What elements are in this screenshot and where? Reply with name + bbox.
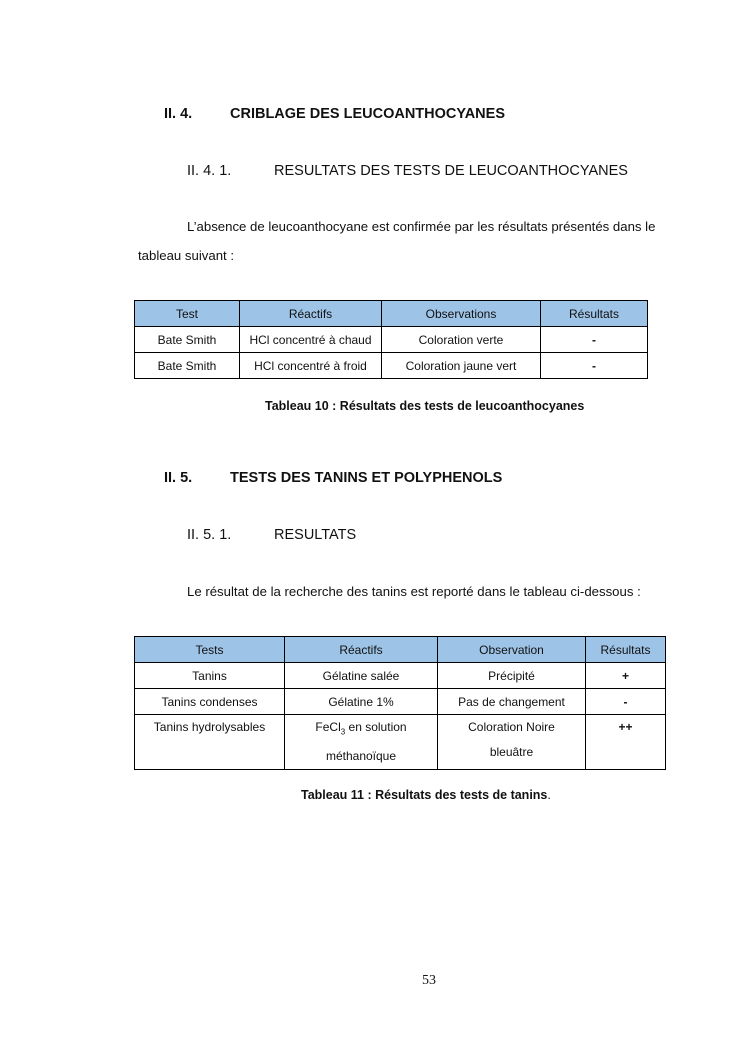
table-cell: HCl concentré à chaud (240, 327, 382, 353)
page-number: 53 (422, 973, 436, 988)
column-header: Tests (135, 637, 285, 663)
section-number: II. 5. (164, 470, 193, 486)
subsection-number: II. 4. 1. (187, 163, 232, 179)
section-number: II. 4. (164, 106, 193, 122)
column-header: Observations (382, 301, 541, 327)
table-cell: - (541, 327, 648, 353)
table-row (135, 689, 666, 715)
table-header-row (135, 301, 648, 327)
table-cell: - (586, 689, 666, 715)
formula-base: FeCl (315, 720, 341, 734)
caption-text: Tableau 11 : Résultats des tests de tanins (301, 788, 548, 802)
table-cell: Gélatine salée (285, 663, 438, 689)
column-header: Résultats (541, 301, 648, 327)
section-title: CRIBLAGE DES LEUCOANTHOCYANES (230, 106, 505, 122)
table-cell: + (586, 663, 666, 689)
leucoanthocyanes-table (134, 300, 648, 379)
table-header-row (135, 637, 666, 663)
table-cell: Bate Smith (135, 327, 240, 353)
caption-period: . (547, 788, 551, 802)
table-cell: Tanins condenses (135, 689, 285, 715)
column-header: Observation (438, 637, 586, 663)
cell-text: ++ (618, 720, 633, 734)
table-cell: Précipité (438, 663, 586, 689)
reagent-formula (315, 720, 407, 737)
table-cell (135, 715, 285, 770)
table-cell (285, 715, 438, 770)
section-title: TESTS DES TANINS ET POLYPHENOLS (230, 470, 503, 486)
table-caption (301, 788, 551, 802)
table-cell: Bate Smith (135, 353, 240, 379)
cell-text: Coloration Noire (468, 720, 555, 734)
tanins-table (134, 636, 666, 770)
table-cell: Tanins (135, 663, 285, 689)
table-cell (438, 715, 586, 770)
table-row (135, 715, 666, 770)
table-cell: Coloration jaune vert (382, 353, 541, 379)
column-header: Test (135, 301, 240, 327)
table-caption: Tableau 10 : Résultats des tests de leucoanthocyanes (265, 399, 585, 413)
table-row (135, 353, 648, 379)
subsection-title: RESULTATS (274, 527, 357, 543)
table-cell: Coloration verte (382, 327, 541, 353)
subsection-number: II. 5. 1. (187, 527, 232, 543)
table-cell: Pas de changement (438, 689, 586, 715)
cell-text: Tanins hydrolysables (153, 720, 266, 734)
cell-text: bleuâtre (489, 745, 534, 759)
table-row (135, 663, 666, 689)
subsection-title: RESULTATS DES TESTS DE LEUCOANTHOCYANES (274, 163, 628, 179)
formula-suffix: en solution (345, 720, 407, 734)
table-row (135, 327, 648, 353)
paragraph-line: Le résultat de la recherche des tanins est reporté dans le tableau ci-dessous : (187, 584, 641, 599)
paragraph-line: L’absence de leucoanthocyane est confirmée par les résultats présentés dans le (187, 219, 656, 234)
cell-text: méthanoïque (325, 749, 397, 764)
column-header: Réactifs (240, 301, 382, 327)
table-cell (586, 715, 666, 770)
table-cell: - (541, 353, 648, 379)
table-cell: HCl concentré à froid (240, 353, 382, 379)
column-header: Réactifs (285, 637, 438, 663)
table-cell: Gélatine 1% (285, 689, 438, 715)
formula-subscript: 3 (340, 727, 346, 737)
column-header: Résultats (586, 637, 666, 663)
paragraph-line: tableau suivant : (138, 248, 235, 263)
